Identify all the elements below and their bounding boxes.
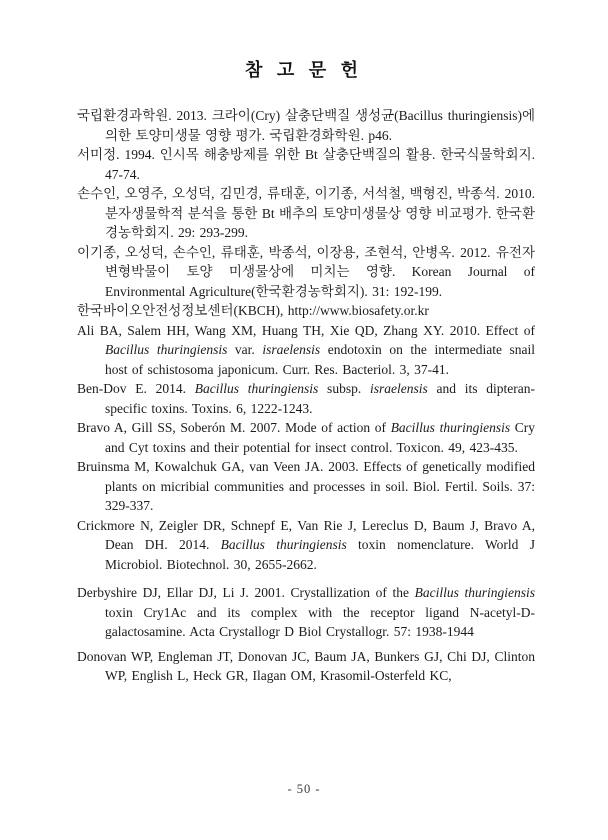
reference-entry bbox=[77, 647, 535, 686]
page-title: 참 고 문 헌 bbox=[244, 60, 364, 80]
reference-entry bbox=[77, 301, 535, 321]
reference-entry bbox=[77, 457, 535, 516]
reference-entry bbox=[77, 243, 535, 302]
reference-text: Derbyshire DJ, Ellar DJ, Li J. 2001. Crystallization of the bbox=[77, 585, 415, 600]
reference-list bbox=[77, 106, 535, 686]
species-name-italic: Bacillus thuringiensis bbox=[105, 342, 228, 357]
page-number: - 50 - bbox=[287, 782, 321, 796]
species-name-italic: israelensis bbox=[369, 381, 428, 396]
reference-text: Ben-Dov E. 2014. bbox=[77, 381, 195, 396]
reference-text: endotoxin on the intermediate snail host of schistosoma japonicum. Curr. Res. Bacteriol. 3, 37-41. bbox=[105, 342, 536, 377]
reference-text: Donovan WP, Engleman JT, Donovan JC, Baum JA, Bunkers GJ, Chi DJ, Clinton WP, English L, Heck GR, Ilagan OM, Krasomil-Osterfeld KC, bbox=[77, 648, 535, 683]
species-name-italic: Bacillus thuringiensis bbox=[414, 585, 535, 600]
reference-entry bbox=[77, 379, 535, 418]
reference-entry bbox=[77, 418, 535, 457]
reference-text: 손수인, 오영주, 오성덕, 김민경, 류태훈, 이기종, 서석철, 백형진, 박종석. 2010. 분자생물학적 분석을 통한 Bt 배추의 토양미생물상 영향 비교평가. 한국환경농학회지. 29: 293-299. bbox=[77, 186, 535, 240]
reference-entry bbox=[77, 145, 535, 184]
reference-text: 한국바이오안전성정보센터(KBCH), http://www.biosafety.or.kr bbox=[77, 303, 429, 318]
reference-text: Bravo A, Gill SS, Soberón M. 2007. Mode of action of bbox=[77, 420, 391, 435]
reference-text: toxin nomenclature. World J Microbiol. Biotechnol. 30, 2655-2662. bbox=[105, 537, 535, 572]
species-name-italic: Bacillus thuringiensis bbox=[390, 420, 511, 435]
species-name-italic: Bacillus thuringiensis bbox=[220, 537, 347, 552]
reference-text: Crickmore N, Zeigler DR, Schnepf E, Van Rie J, Lereclus D, Baum J, Bravo A, Dean DH. 2014. bbox=[77, 517, 535, 552]
reference-text: 이기종, 오성덕, 손수인, 류태훈, 박종석, 이장용, 조현석, 안병옥. 2012. 유전자변형박물이 토양 미생물상에 미치는 영향. Korean Journal of Environmental Agriculture(한국환경농학회지). 31: 192-199. bbox=[77, 244, 535, 299]
reference-text: var. bbox=[227, 342, 263, 357]
reference-text: Bruinsma M, Kowalchuk GA, van Veen JA. 2003. Effects of genetically modified plants on micribial communities and processes in soil. Biol. Fertil. Soils. 37: 329-337. bbox=[77, 459, 535, 513]
reference-text: Ali BA, Salem HH, Wang XM, Huang TH, Xie QD, Zhang XY. 2010. Effect of bbox=[77, 322, 535, 338]
reference-text: and its dipteran-specific toxins. Toxins. 6, 1222-1243. bbox=[105, 381, 535, 416]
reference-entry bbox=[77, 184, 535, 243]
reference-text: subsp. bbox=[318, 381, 370, 396]
reference-text: toxin Cry1Ac and its complex with the receptor ligand N-acetyl-D- galactosamine. Acta Crystallogr D Biol Crystallogr. 57: 1938-1944 bbox=[105, 604, 535, 639]
reference-entry bbox=[77, 516, 535, 575]
reference-entry bbox=[77, 321, 535, 380]
species-name-italic: Bacillus thuringiensis bbox=[194, 381, 319, 396]
reference-text: 국립환경과학원. 2013. 크라이(Cry) 살충단백질 생성균(Bacillus thuringiensis)에 의한 토양미생물 영향 평가. 국립환경화학원. p46. bbox=[77, 108, 535, 143]
reference-entry bbox=[77, 583, 535, 642]
species-name-italic: israelensis bbox=[262, 342, 321, 357]
reference-entry bbox=[77, 106, 535, 145]
reference-text: 서미정. 1994. 인시목 해충방제를 위한 Bt 살충단백질의 활용. 한국식물학회지. 47-74. bbox=[77, 147, 535, 182]
reference-text: Cry and Cyt toxins and their potential for insect control. Toxicon. 49, 423-435. bbox=[105, 420, 535, 455]
